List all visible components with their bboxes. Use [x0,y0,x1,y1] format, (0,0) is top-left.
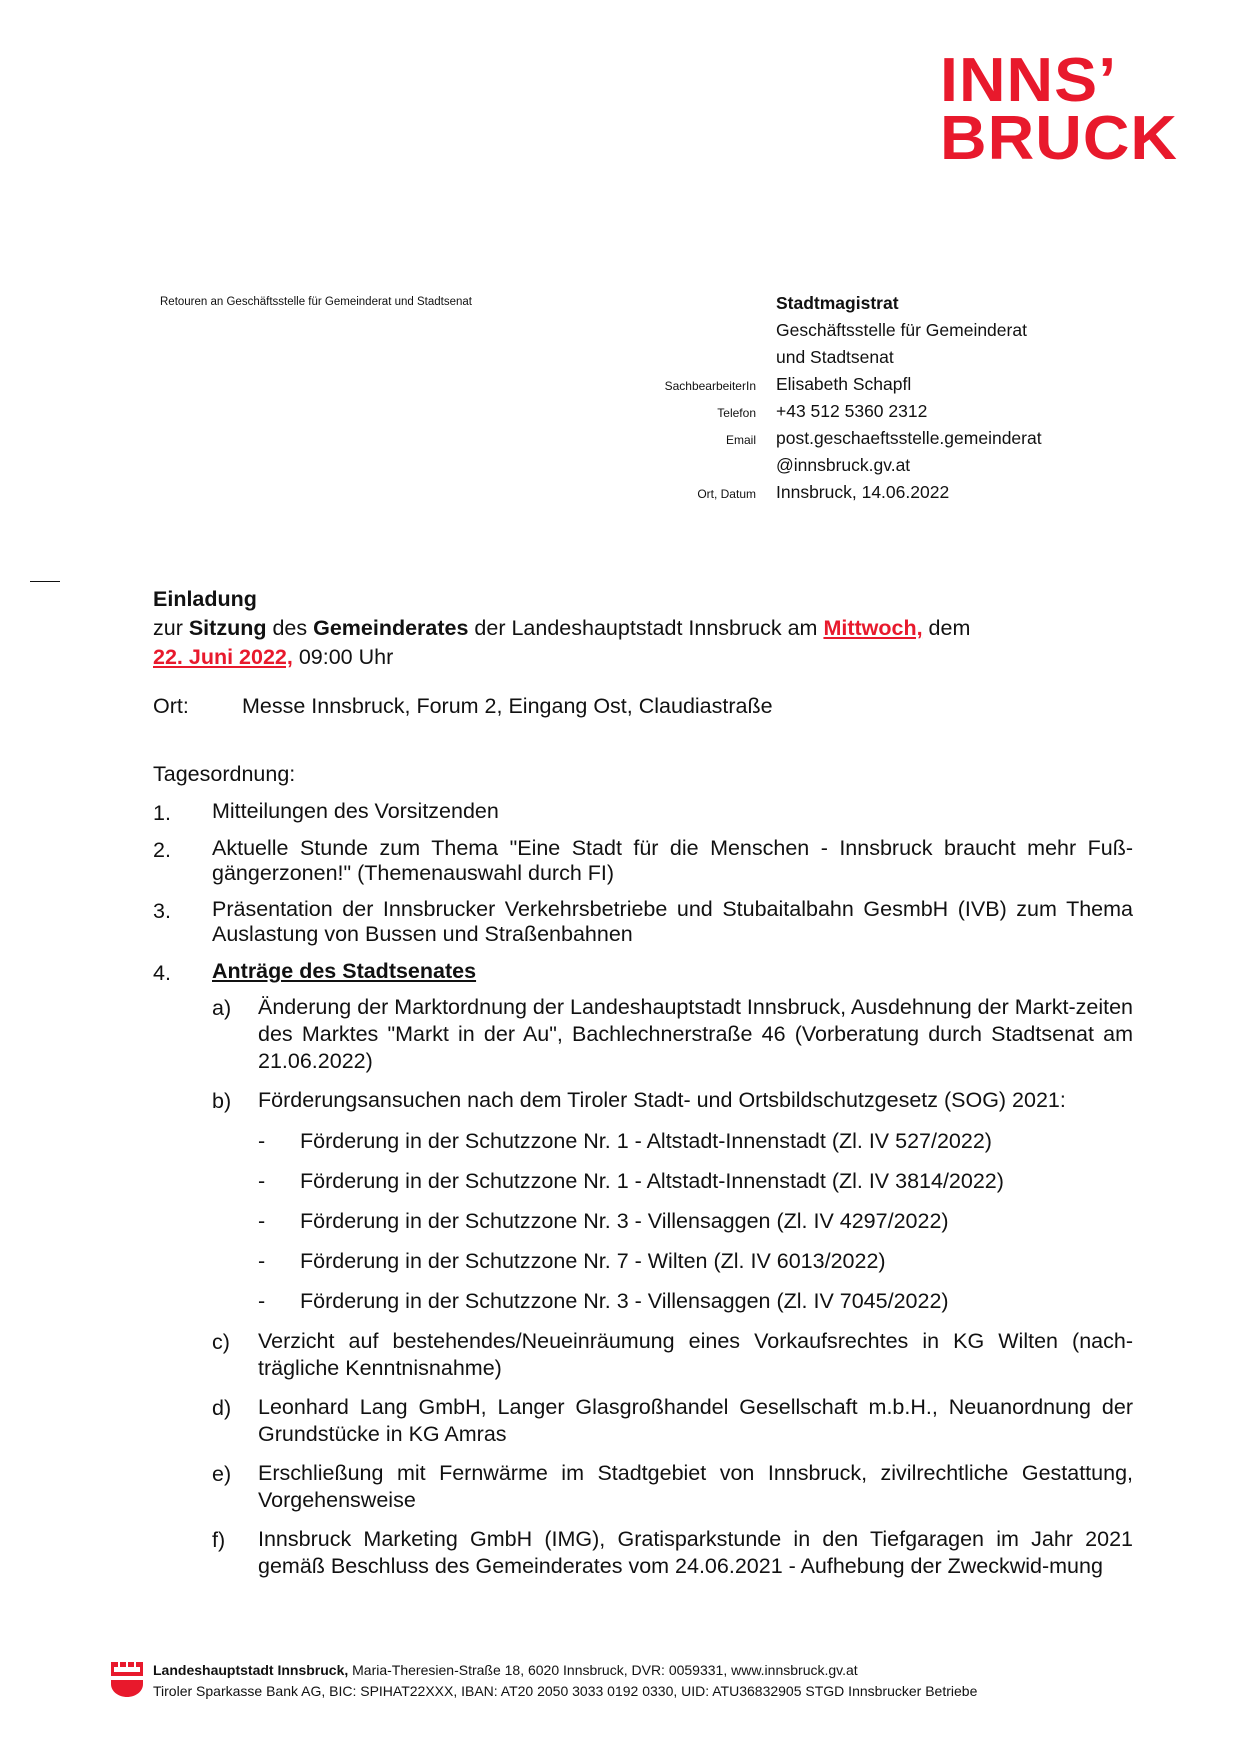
footer-org: Landeshauptstadt Innsbruck, [153,1662,349,1678]
sender-value: Elisabeth Schapfl [776,374,912,394]
meeting-date: 22. Juni 2022, [153,645,293,669]
location-label: Ort: [153,694,189,718]
funding-entry: - Förderung in der Schutzzone Nr. 1 - Altstadt-Innenstadt (Zl. IV 3814/2022) [258,1169,1004,1193]
letter-body [153,585,1133,1580]
phone-value: +43 512 5360 2312 [776,401,928,421]
agenda-subitem: d) Leonhard Lang GmbH, Langer Glasgroßhandel Gesellschaft m.b.H., Neuanordnung der Grundstücke in KG Amras [212,1395,1133,1446]
date-value: Innsbruck, 14.06.2022 [776,482,950,502]
email-value-cont: @innsbruck.gv.at [776,455,911,475]
fold-mark [30,581,60,582]
agenda-item: 1. Mitteilungen des Vorsitzenden [153,799,499,825]
logo-line-1: INNS’ [940,46,1118,115]
sender-label: SachbearbeiterIn [664,379,756,393]
location-value: Messe Innsbruck, Forum 2, Eingang Ost, Claudiastraße [242,694,773,718]
agenda-title: Tagesordnung: [153,762,296,786]
sender-label: Ort, Datum [697,487,756,501]
sender-label: Telefon [717,406,756,420]
footer-address: Maria-Theresien-Straße 18, 6020 Innsbruck, DVR: 0059331, www.innsbruck.gv.at [348,1662,858,1678]
invitation-date-line [153,643,1133,672]
agenda-subitem: f) Innsbruck Marketing GmbH (IMG), Gratisparkstunde in den Tiefgaragen im Jahr 2021 gemäß Beschluss des Gemeinderates vom 24.06.2021 - Aufhebung der Zweckwid-mung [212,1527,1133,1578]
sender-dept: Stadtmagistrat [776,293,899,313]
agenda-item: 4. Anträge des Stadtsenates [153,959,477,985]
sender-row-email-cont [620,455,1140,482]
sender-office-1: Geschäftsstelle für Gemeinderat [776,320,1027,340]
weekday: Mittwoch, [823,616,923,640]
innsbruck-logo [940,46,1188,180]
funding-entry: - Förderung in der Schutzzone Nr. 1 - Altstadt-Innenstadt (Zl. IV 527/2022) [258,1129,992,1153]
footer-bank: Tiroler Sparkasse Bank AG, BIC: SPIHAT22XXX, IBAN: AT20 2050 3033 0192 0330, UID: ATU36832905 STGD Innsbrucker Betriebe [153,1683,978,1699]
logo-line-2: BRUCK [940,104,1179,173]
agenda-item: 3. Präsentation der Innsbrucker Verkehrsbetriebe und Stubaitalbahn GesmbH (IVB) zum Thema Auslastung von Bussen und Straßenbahnen [153,897,1133,946]
invitation-text: zur Sitzung des Gemeinderates der Landeshauptstadt Innsbruck am Mittwoch, dem [153,616,971,640]
agenda-subitem: e) Erschließung mit Fernwärme im Stadtgebiet von Innsbruck, zivilrechtliche Gestattung, Vorgehensweise [212,1461,1133,1512]
sender-row-phone [620,401,1140,428]
agenda-subitem: b) Förderungsansuchen nach dem Tiroler Stadt- und Ortsbildschutzgesetz (SOG) 2021: [212,1088,1066,1113]
meeting-time: 09:00 Uhr [292,645,394,669]
sender-row-email [620,428,1140,455]
sender-block [620,293,1140,509]
location-row [153,692,1133,721]
email-value: post.geschaeftsstelle.gemeinderat [776,428,1042,448]
agenda-item: 2. Aktuelle Stunde zum Thema "Eine Stadt für die Menschen - Innsbruck braucht mehr Fuß-gängerzonen!" (Themenauswahl durch FI) [153,836,1133,885]
agenda-subitem: a) Änderung der Marktordnung der Landeshauptstadt Innsbruck, Ausdehnung der Markt-zeiten des Marktes "Markt in der Au", Bachlechnerstraße 46 (Vorberatung durch Stadtsenat am 21.06.2022) [212,995,1133,1073]
footer-lines [153,1660,977,1702]
sender-label: Email [725,433,756,447]
sender-office-2: und Stadtsenat [776,347,894,367]
funding-entry: - Förderung in der Schutzzone Nr. 7 - Wilten (Zl. IV 6013/2022) [258,1249,886,1273]
funding-entry: - Förderung in der Schutzzone Nr. 3 - Villensaggen (Zl. IV 4297/2022) [258,1209,949,1233]
city-crest-icon [110,1660,144,1698]
invitation-heading: Einladung [153,587,257,611]
agenda-subitem: c) Verzicht auf bestehendes/Neueinräumung eines Vorkaufsrechtes in KG Wilten (nach-trägliche Kenntnisnahme) [212,1329,1133,1380]
return-address: Retouren an Geschäftsstelle für Gemeinderat und Stadtsenat [160,296,472,308]
funding-entry: - Förderung in der Schutzzone Nr. 3 - Villensaggen (Zl. IV 7045/2022) [258,1289,949,1313]
sender-row-date [620,482,1140,509]
sender-row-clerk [620,374,1140,401]
